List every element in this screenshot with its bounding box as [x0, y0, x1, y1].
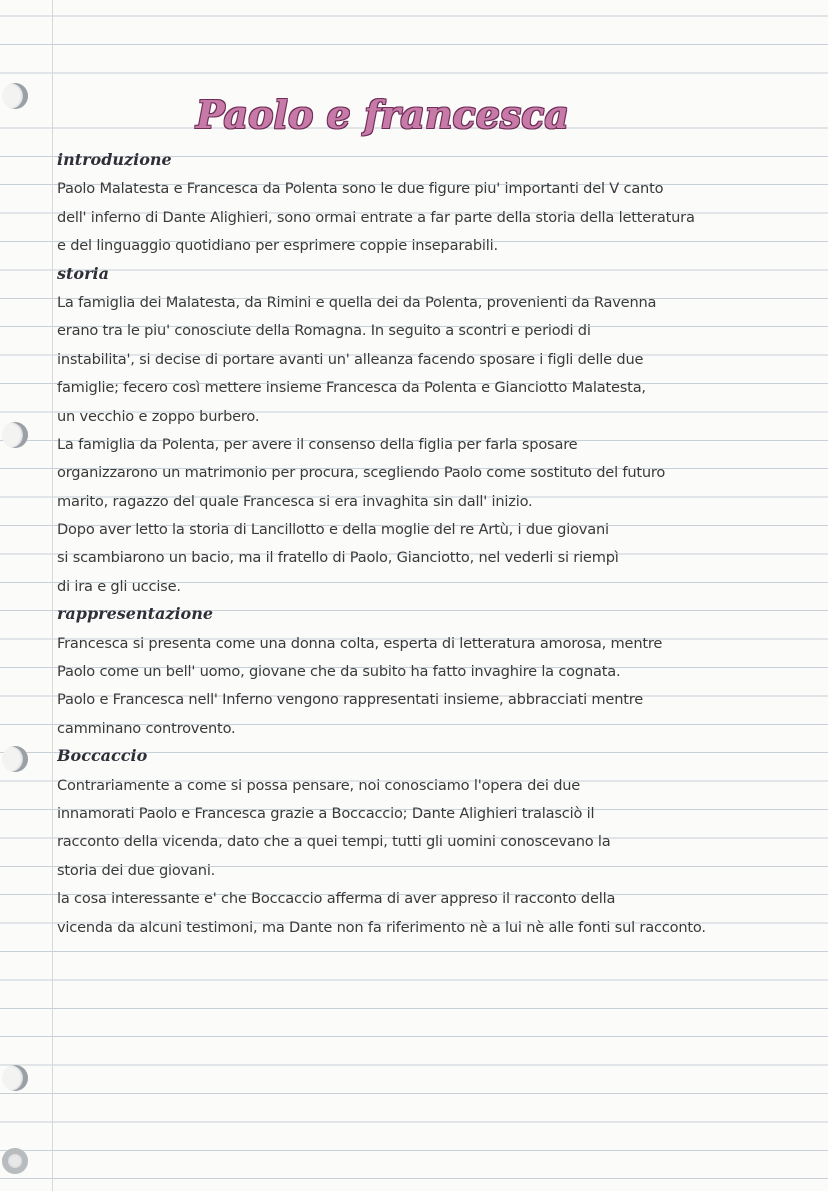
text-line: Paolo Malatesta e Francesca da Polenta sono le due figure piu' importanti del V canto — [57, 180, 664, 198]
text-line: Francesca si presenta come una donna colta, esperta di letteratura amorosa, mentre — [57, 634, 663, 652]
text-line: marito, ragazzo del quale Francesca si era invaghita sin dall' inizio. — [57, 492, 533, 510]
text-line: erano tra le piu' conosciute della Romagna. In seguito a scontri e periodi di — [57, 322, 591, 340]
section-heading: rappresentazione — [57, 604, 214, 624]
text-line: instabilita', si decise di portare avanti un' alleanza facendo sposare i figli delle due — [57, 350, 644, 368]
text-line: La famiglia da Polenta, per avere il consenso della figlia per farla sposare — [57, 435, 578, 453]
margin-line — [52, 0, 53, 1191]
section-heading: Boccaccio — [57, 746, 148, 766]
text-line: organizzarono un matrimonio per procura, scegliendo Paolo come sostituto del futuro — [57, 464, 666, 482]
text-line: racconto della vicenda, dato che a quei tempi, tutti gli uomini conoscevano la — [57, 833, 611, 851]
binder-hole — [2, 746, 28, 772]
text-line: un vecchio e zoppo burbero. — [57, 407, 260, 425]
text-line: si scambiarono un bacio, ma il fratello di Paolo, Gianciotto, nel vederli si riempì — [57, 549, 619, 567]
text-line: storia dei due giovani. — [57, 861, 216, 879]
notes-body — [57, 146, 825, 941]
binder-hole — [2, 422, 28, 448]
text-line: dell' inferno di Dante Alighieri, sono ormai entrate a far parte della storia della letteratura — [57, 208, 695, 226]
text-line: innamorati Paolo e Francesca grazie a Boccaccio; Dante Alighieri tralasciò il — [57, 804, 595, 822]
text-line: famiglie; fecero così mettere insieme Francesca da Polenta e Gianciotto Malatesta, — [57, 379, 646, 397]
section-heading: introduzione — [57, 150, 172, 169]
text-line: La famiglia dei Malatesta, da Rimini e quella dei da Polenta, provenienti da Ravenna — [57, 293, 657, 311]
text-line: Paolo come un bell' uomo, giovane che da subito ha fatto invaghire la cognata. — [57, 663, 621, 681]
text-line: Contrariamente a come si possa pensare, noi conosciamo l'opera dei due — [57, 776, 581, 794]
text-line: vicenda da alcuni testimoni, ma Dante non fa riferimento nè a lui nè alle fonti sul racconto. — [57, 918, 706, 936]
section-heading: storia — [57, 263, 109, 283]
text-line: e del linguaggio quotidiano per esprimere coppie inseparabili. — [57, 237, 498, 255]
page-title: Paolo e francesca — [196, 92, 570, 137]
binder-hole — [2, 1148, 28, 1174]
text-line: di ira e gli uccise. — [57, 577, 181, 595]
text-line: la cosa interessante e' che Boccaccio afferma di aver appreso il racconto della — [57, 890, 616, 908]
binder-hole — [2, 1065, 28, 1091]
text-line: camminano controvento. — [57, 719, 236, 737]
text-line: Dopo aver letto la storia di Lancillotto e della moglie del re Artù, i due giovani — [57, 521, 609, 539]
text-line: Paolo e Francesca nell' Inferno vengono rappresentati insieme, abbracciati mentre — [57, 691, 644, 709]
binder-hole — [2, 83, 28, 109]
